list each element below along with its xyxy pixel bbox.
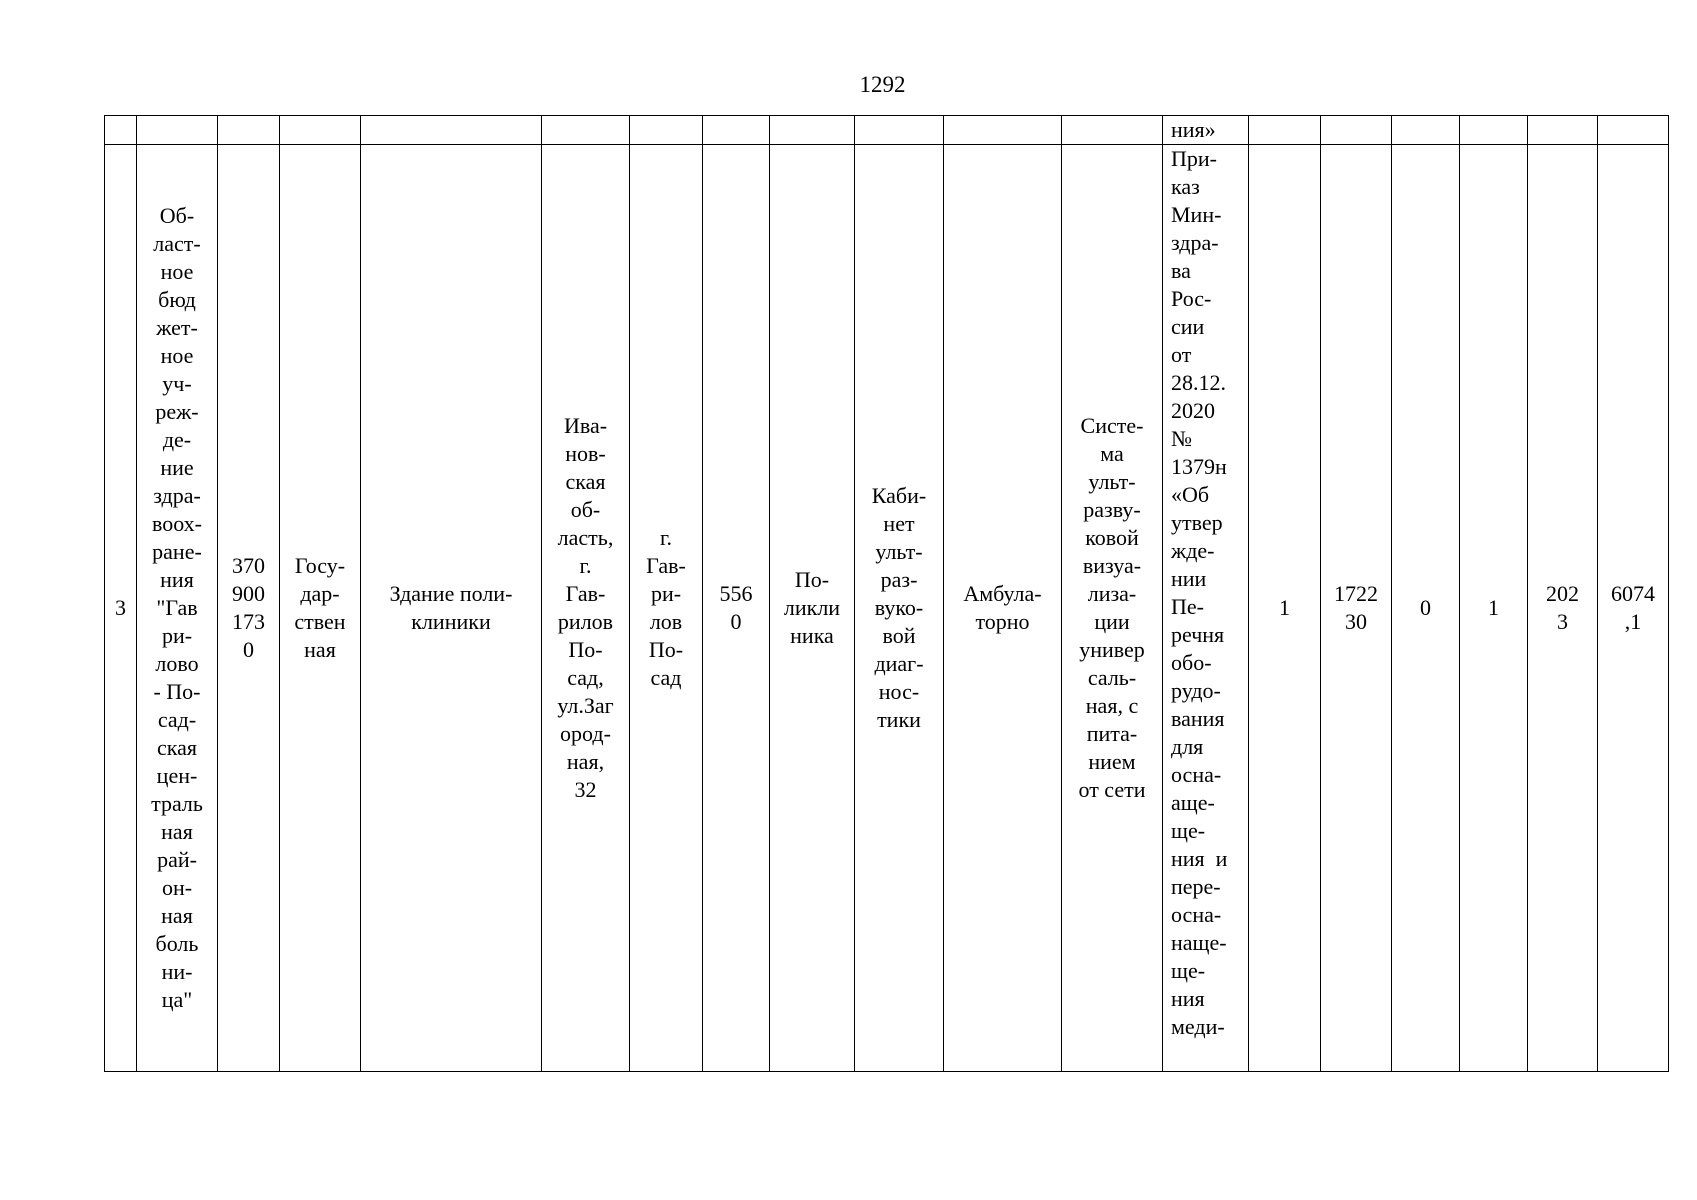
cell-empty	[770, 116, 855, 145]
cell-care-type: Амбула- торно	[944, 145, 1062, 1072]
cell-empty	[1528, 116, 1598, 145]
cell-empty	[1062, 116, 1163, 145]
cell-year: 202 3	[1528, 145, 1598, 1072]
table-row	[105, 145, 1669, 1072]
cell-empty	[105, 116, 137, 145]
continuation-row	[105, 116, 1669, 145]
cell-cost: 6074 ,1	[1598, 145, 1669, 1072]
cell-empty	[218, 116, 280, 145]
cell-empty	[1249, 116, 1321, 145]
cell-empty	[855, 116, 944, 145]
cell-empty	[542, 116, 630, 145]
page-number: 1292	[859, 72, 906, 97]
cell-empty	[280, 116, 361, 145]
cell-col-17: 1	[1460, 145, 1528, 1072]
cell-department-type: По- ликли ника	[770, 145, 855, 1072]
cell-room: Каби- нет ульт- раз- вуко- вой диаг- нос- тики	[855, 145, 944, 1072]
cell-empty	[361, 116, 542, 145]
cell-legal-doc: При- каз Мин- здра- ва Рос- сии от 28.12. 2020 № 1379н «Об утвер жде- нии Пе- речня обо- рудо- вания для осна- аще- ще- ния и пере- осна- наще- ще- ния меди-	[1163, 145, 1249, 1072]
cell-empty	[1460, 116, 1528, 145]
cell-locality: г. Гав- ри- лов По- сад	[630, 145, 703, 1072]
cell-row-number: 3	[105, 145, 137, 1072]
cell-nkmi-code: 1722 30	[1321, 145, 1392, 1072]
cell-code: 370 900 173 0	[218, 145, 280, 1072]
cell-ownership: Госу- дар- ствен ная	[280, 145, 361, 1072]
cell-empty	[630, 116, 703, 145]
cell-col-16: 0	[1392, 145, 1460, 1072]
cell-number: 556 0	[703, 145, 770, 1072]
cell-empty	[1392, 116, 1460, 145]
cell-institution: Об- ласт- ное бюд жет- ное уч- реж- де- ние здра- воох- ране- ния "Гав ри- лово - По- сад- ская цен- траль ная рай- он- ная боль ни- ца"	[137, 145, 218, 1072]
cell-empty	[944, 116, 1062, 145]
cell-quantity: 1	[1249, 145, 1321, 1072]
cell-legal-doc-continuation: ния»	[1163, 116, 1249, 145]
cell-equipment: Систе- ма ульт- разву- ковой визуа- лиза- ции универ саль- ная, с пита- нием от сети	[1062, 145, 1163, 1072]
cell-empty	[1598, 116, 1669, 145]
cell-building: Здание поли- клиники	[361, 145, 542, 1072]
cell-empty	[137, 116, 218, 145]
cell-empty	[1321, 116, 1392, 145]
cell-empty	[703, 116, 770, 145]
cell-address: Ива- нов- ская об- ласть, г. Гав- рилов По- сад, ул.Заг ород- ная, 32	[542, 145, 630, 1072]
equipment-registry-table	[104, 115, 1669, 1072]
